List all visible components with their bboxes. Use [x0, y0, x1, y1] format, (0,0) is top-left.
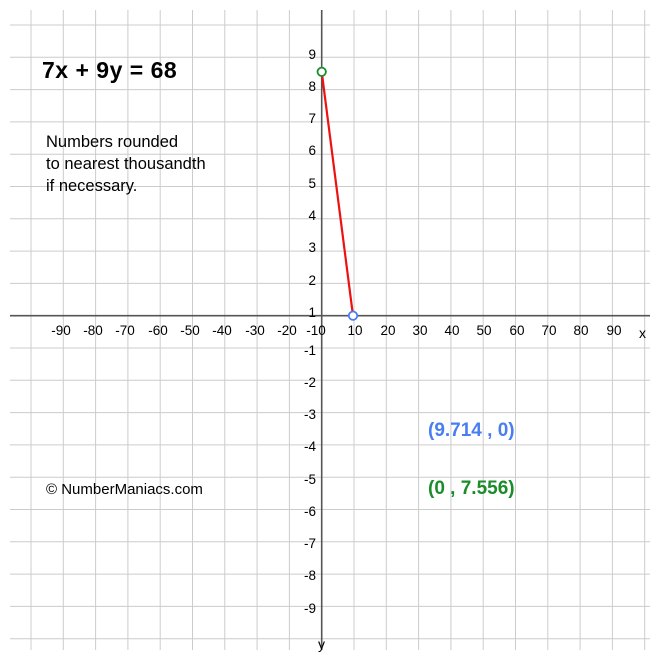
rounding-note-line-1: Numbers rounded: [46, 133, 179, 151]
svg-text:-1: -1: [303, 343, 316, 358]
copyright-credit: © NumberManiacs.com: [46, 481, 203, 498]
svg-text:7: 7: [308, 111, 316, 126]
svg-text:10: 10: [347, 323, 363, 338]
x-intercept-label: (9.714 , 0): [428, 420, 515, 441]
y-intercept-marker: [318, 68, 326, 76]
svg-text:-20: -20: [277, 323, 297, 338]
x-intercept-marker: [349, 312, 357, 320]
svg-text:50: 50: [476, 323, 492, 338]
svg-text:-4: -4: [303, 439, 316, 454]
svg-text:2: 2: [308, 273, 316, 288]
equation-title: 7x + 9y = 68: [42, 57, 178, 83]
svg-text:6: 6: [308, 143, 316, 158]
svg-text:-2: -2: [303, 375, 316, 390]
svg-text:8: 8: [308, 79, 316, 94]
svg-text:5: 5: [308, 176, 316, 191]
x-axis-label: x: [639, 325, 646, 341]
svg-text:-30: -30: [245, 323, 265, 338]
svg-text:-80: -80: [83, 323, 103, 338]
svg-text:30: 30: [412, 323, 428, 338]
svg-text:-70: -70: [115, 323, 135, 338]
svg-text:60: 60: [509, 323, 525, 338]
svg-text:-7: -7: [303, 536, 316, 551]
svg-text:70: 70: [541, 323, 557, 338]
svg-text:-40: -40: [212, 323, 232, 338]
svg-text:-9: -9: [303, 601, 316, 616]
svg-text:20: 20: [380, 323, 396, 338]
x-tick-labels: [51, 323, 621, 338]
svg-text:-90: -90: [51, 323, 71, 338]
svg-text:-6: -6: [303, 504, 316, 519]
svg-text:4: 4: [308, 208, 316, 223]
svg-text:9: 9: [308, 47, 316, 62]
svg-text:-50: -50: [180, 323, 200, 338]
rounding-note: [46, 131, 206, 197]
rounding-note-line-2: to nearest thousandth: [46, 155, 206, 173]
svg-text:-10: -10: [306, 323, 326, 338]
y-axis-label: y: [318, 636, 325, 652]
svg-text:3: 3: [308, 240, 316, 255]
svg-text:-5: -5: [303, 472, 316, 487]
svg-text:1: 1: [308, 305, 316, 320]
svg-text:-8: -8: [303, 568, 316, 583]
svg-text:90: 90: [606, 323, 622, 338]
svg-text:-60: -60: [148, 323, 168, 338]
line-segment: [322, 72, 353, 316]
svg-text:-3: -3: [303, 407, 316, 422]
rounding-note-line-3: if necessary.: [46, 177, 138, 195]
svg-text:80: 80: [573, 323, 589, 338]
svg-text:40: 40: [444, 323, 460, 338]
y-intercept-label: (0 , 7.556): [428, 478, 515, 499]
